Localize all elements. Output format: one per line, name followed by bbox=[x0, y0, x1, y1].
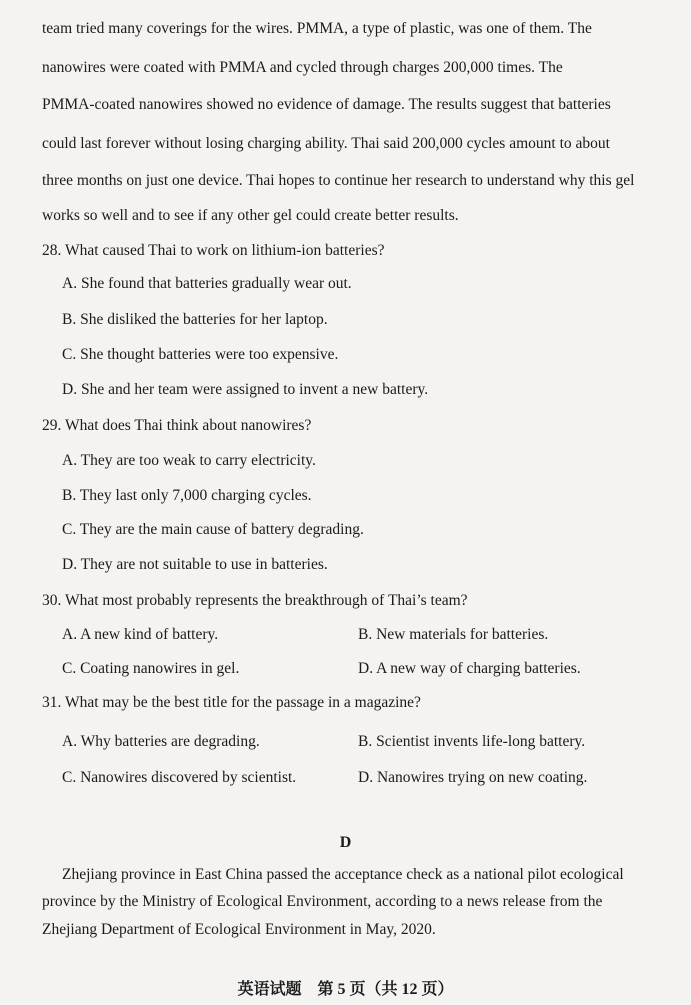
passage-d-line: province by the Ministry of Ecological Environment, according to a news release from the bbox=[42, 893, 603, 910]
question-31-option-c: C. Nanowires discovered by scientist. bbox=[62, 769, 297, 786]
question-28-option-a: A. She found that batteries gradually wear out. bbox=[62, 275, 352, 292]
question-30-option-b: B. New materials for batteries. bbox=[358, 626, 549, 643]
question-29-option-c: C. They are the main cause of battery degrading. bbox=[62, 521, 364, 538]
passage-line: works so well and to see if any other gel could create better results. bbox=[42, 207, 459, 224]
passage-line: could last forever without losing charging ability. Thai said 200,000 cycles amount to about bbox=[42, 135, 610, 152]
question-29-option-b: B. They last only 7,000 charging cycles. bbox=[62, 487, 312, 504]
question-30-option-c: C. Coating nanowires in gel. bbox=[62, 660, 240, 677]
page-footer: 英语试题 第 5 页（共 12 页） bbox=[237, 981, 454, 998]
question-29-stem: 29. What does Thai think about nanowires? bbox=[42, 417, 312, 434]
question-31-option-b: B. Scientist invents life-long battery. bbox=[358, 733, 586, 750]
passage-line: team tried many coverings for the wires. PMMA, a type of plastic, was one of them. The bbox=[42, 20, 592, 37]
question-29-option-a: A. They are too weak to carry electricity. bbox=[62, 452, 316, 469]
question-31-option-d: D. Nanowires trying on new coating. bbox=[358, 769, 588, 786]
question-31-stem: 31. What may be the best title for the passage in a magazine? bbox=[42, 694, 421, 711]
passage-line: PMMA-coated nanowires showed no evidence of damage. The results suggest that batteries bbox=[42, 96, 611, 113]
passage-d-line: Zhejiang province in East China passed the acceptance check as a national pilot ecological bbox=[62, 866, 624, 883]
passage-line: nanowires were coated with PMMA and cycled through charges 200,000 times. The bbox=[42, 59, 563, 76]
question-28-option-c: C. She thought batteries were too expensive. bbox=[62, 346, 339, 363]
question-30-stem: 30. What most probably represents the breakthrough of Thai’s team? bbox=[42, 592, 468, 609]
question-28-option-b: B. She disliked the batteries for her laptop. bbox=[62, 311, 328, 328]
passage-d-line: Zhejiang Department of Ecological Environment in May, 2020. bbox=[42, 921, 436, 938]
section-heading: D bbox=[339, 834, 352, 851]
question-31-option-a: A. Why batteries are degrading. bbox=[62, 733, 260, 750]
question-29-option-d: D. They are not suitable to use in batteries. bbox=[62, 556, 328, 573]
passage-line: three months on just one device. Thai hopes to continue her research to understand why this gel bbox=[42, 172, 635, 189]
question-28-option-d: D. She and her team were assigned to invent a new battery. bbox=[62, 381, 429, 398]
question-28-stem: 28. What caused Thai to work on lithium-ion batteries? bbox=[42, 242, 385, 259]
question-30-option-d: D. A new way of charging batteries. bbox=[358, 660, 581, 677]
question-30-option-a: A. A new kind of battery. bbox=[62, 626, 219, 643]
